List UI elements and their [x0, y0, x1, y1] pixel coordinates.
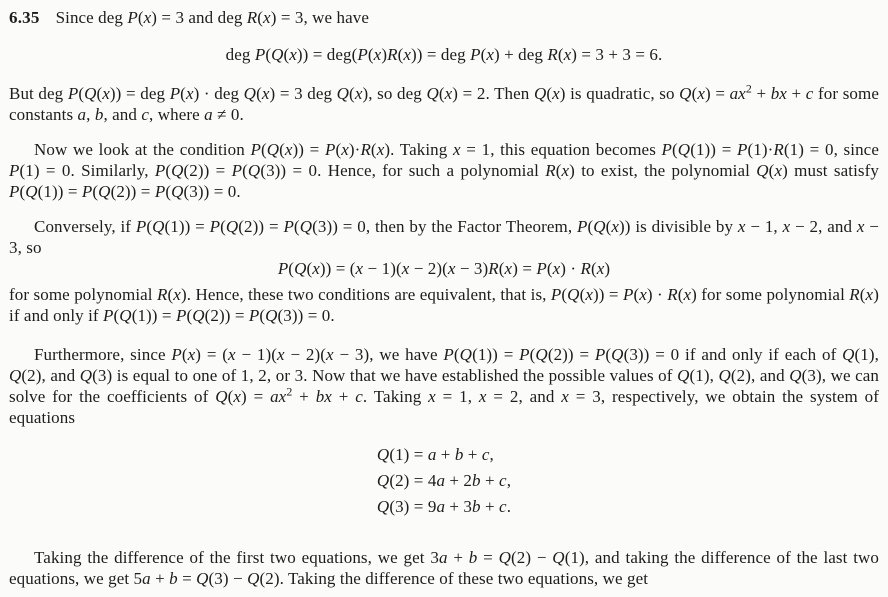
equation-system-lines — [377, 442, 511, 520]
display-equation-degree: deg P(Q(x)) = deg(P(x)R(x)) = deg P(x) + deg R(x) = 3 + 3 = 6. — [225, 45, 663, 64]
paragraph-condition: Now we look at the condition P(Q(x)) = P(x)·R(x). Taking x = 1, this equation becomes P(Q(1)) = P(1)·R(1) = 0, since P(1) = 0. Similarly, P(Q(2)) = P(Q(3)) = 0. Hence, for such a polynomial R(x) to exist, the polynomial Q(x) must satisfy P(Q(1)) = P(Q(2)) = P(Q(3)) = 0. — [9, 140, 879, 201]
equation-system — [9, 442, 879, 520]
paragraph-differences: Taking the difference of the first two equations, we get 3a + b = Q(2) − Q(1), and taking the difference of the last two equations, we get 5a + b = Q(3) − Q(2). Taking the difference of these two equations, we get — [9, 548, 880, 588]
problem-heading-text: Since deg P(x) = 3 and deg R(x) = 3, we have — [55, 8, 370, 27]
paragraph-furthermore: Furthermore, since P(x) = (x − 1)(x − 2)(x − 3), we have P(Q(1)) = P(Q(2)) = P(Q(3)) = 0 if and only if each of Q(1), Q(2), and Q(3) is equal to one of 1, 2, or 3. Now that we have established the possible values of Q(1), Q(2), and Q(3), we can solve for the coefficients of $Q(x) = ax^2$ + bx + c. Taking x = 1, x = 2, and x = 3, respectively, we obtain the system of equations — [9, 345, 880, 427]
equation-q1: Q(1) = a + b + c, — [376, 445, 494, 464]
paragraph-equivalence: for some polynomial R(x). Hence, these two conditions are equivalent, that is, P(Q(x)) = P(x) · R(x) for some polynomial R(x) if and only if P(Q(1)) = P(Q(2)) = P(Q(3)) = 0. — [9, 285, 879, 325]
equation-q2: Q(2) = 4a + 2b + c, — [376, 471, 512, 490]
problem-heading — [9, 7, 879, 28]
paragraph-conversely: Conversely, if P(Q(1)) = P(Q(2)) = P(Q(3)) = 0, then by the Factor Theorem, P(Q(x)) is divisible by x − 1, x − 2, and x − 3, so — [9, 217, 879, 257]
equation-q3: Q(3) = 9a + 3b + c. — [376, 497, 512, 516]
display-equation-factored: P(Q(x)) = (x − 1)(x − 2)(x − 3)R(x) = P(x) · R(x) — [277, 259, 611, 278]
paragraph-but-deg: But deg P(Q(x)) = deg P(x) · deg Q(x) = 3 deg Q(x), so deg Q(x) = 2. Then Q(x) is quadratic, so $Q(x) = ax^2$ + bx + c for some constants a, b, and c, where a ≠ 0. — [9, 81, 879, 124]
problem-number: 6.35 — [9, 8, 40, 27]
